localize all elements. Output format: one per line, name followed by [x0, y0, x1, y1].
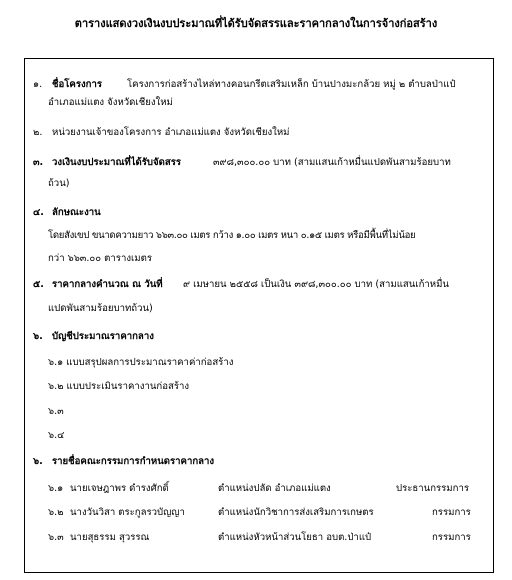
member-position: ตำแหน่งหัวหน้าส่วนโยธา อบต.ป่าแป๋ [218, 532, 372, 543]
section-2-number: ๒. [33, 127, 43, 138]
member-name: นายสุธรรม สุวรรณ [70, 532, 150, 543]
section-7-label: รายชื่อคณะกรรมการกำหนดราคากลาง [52, 456, 215, 467]
section-1-text: โครงการก่อสร้างไหล่ทางคอนกรีตเสริมเหล็ก บ้านปางมะกล้วย หมู่ ๒ ตำบลป่าแป๋ [127, 79, 456, 90]
section-4-number: ๔. [33, 207, 44, 218]
section-4-line-2: กว่า ๖๖๓.๐๐ ตารางเมตร [48, 253, 153, 264]
list-item: ๖.๓ [48, 406, 64, 417]
section-5-label: ราคากลางคำนวณ ณ วันที่ [52, 279, 163, 290]
list-item: ๖.๒ แบบประเมินราคางานก่อสร้าง [48, 381, 190, 392]
member-name: นางวันวิสา ตระกูลรวบัญญา [70, 507, 185, 518]
section-3-number: ๓. [33, 157, 44, 168]
list-item: ๖.๔ [48, 430, 65, 441]
member-position: ตำแหน่งปลัด อำเภอแม่แตง [218, 483, 331, 494]
member-role: ประธานกรรมการ [396, 483, 469, 494]
member-number: ๖.๓ [48, 532, 64, 543]
section-4-label: ลักษณะงาน [52, 207, 101, 218]
section-1-label: ชื่อโครงการ [52, 79, 103, 90]
document-title: ตารางแสดงวงเงินงบประมาณที่ได้รับจัดสรรและราคากลางในการจ้างก่อสร้าง [74, 17, 438, 30]
section-5-text-cont: แปดพันสามร้อยบาทถ้วน) [48, 303, 153, 314]
section-3-label: วงเงินงบประมาณที่ได้รับจัดสรร [52, 157, 182, 168]
section-2-text: หน่วยงานเจ้าของโครงการ อำเภอแม่แตง จังหวัดเชียงใหม่ [52, 127, 290, 138]
section-3-text: ๓๙๘,๓๐๐.๐๐ บาท (สามแสนเก้าหมื่นแปดพันสามร้อยบาท [213, 157, 451, 168]
section-5-text: ๙ เมษายน ๒๕๕๘ เป็นเงิน ๓๙๘,๓๐๐.๐๐ บาท (สามแสนเก้าหมื่น [183, 279, 449, 290]
section-6-label: บัญชีประมาณราคากลาง [52, 331, 154, 342]
member-role: กรรมการ [432, 507, 471, 518]
section-5-number: ๕. [33, 279, 44, 290]
member-role: กรรมการ [432, 532, 471, 543]
section-1-number: ๑. [33, 79, 43, 90]
member-name: นายเจษฎาพร ดำรงศักดิ์ [70, 483, 169, 494]
member-position: ตำแหน่งนักวิชาการส่งเสริมการเกษตร [218, 507, 374, 518]
section-1-text-cont: อำเภอแม่แตง จังหวัดเชียงใหม่ [48, 97, 173, 108]
section-3-text-cont: ถ้วน) [48, 178, 70, 189]
section-6-number: ๖. [33, 331, 43, 342]
section-4-line-1: โดยสังเขป ขนาดความยาว ๖๖๓.๐๐ เมตร กว้าง ๑.๐๐ เมตร หนา ๐.๑๕ เมตร หรือมีพื้นที่ไม่น้อย [48, 230, 416, 241]
member-number: ๖.๒ [48, 507, 64, 518]
member-number: ๖.๑ [48, 483, 64, 494]
section-7-number: ๖. [33, 456, 43, 467]
list-item: ๖.๑ แบบสรุปผลการประมาณราคาค่าก่อสร้าง [48, 357, 234, 368]
